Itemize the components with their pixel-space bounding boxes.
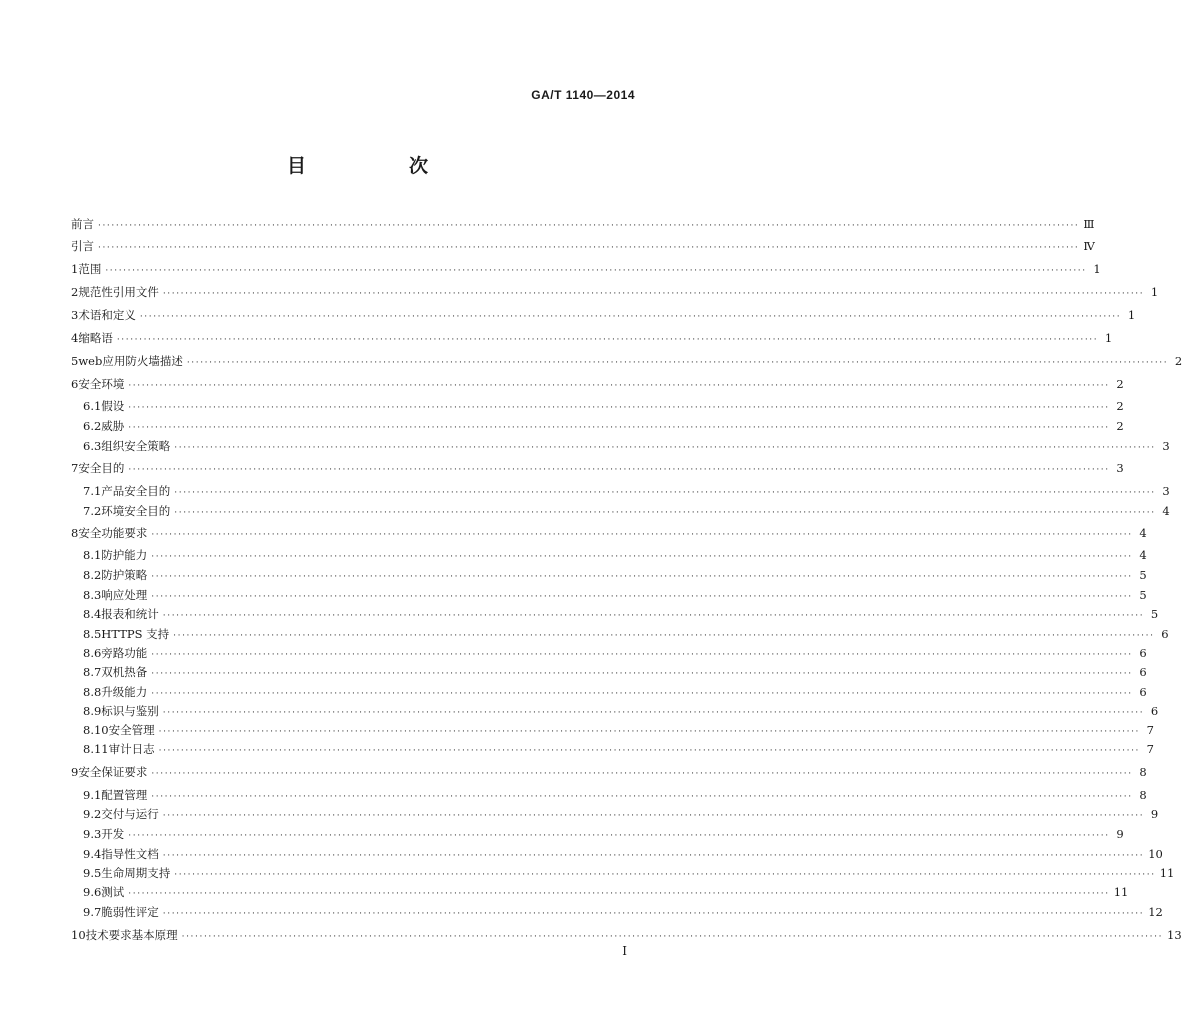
- toc-entry[interactable]: [83, 546, 1147, 564]
- toc-entry-label: 脆弱性评定: [101, 905, 159, 919]
- toc-entry[interactable]: [83, 805, 1159, 823]
- toc-entry[interactable]: [83, 644, 1147, 662]
- toc-entry-number: 3: [71, 308, 79, 322]
- toc-entry[interactable]: [83, 663, 1147, 681]
- toc-leader-dots: ····························································································································································································································: [162, 611, 1145, 621]
- toc-entry[interactable]: [83, 683, 1147, 701]
- toc-entry-page: 5: [1139, 568, 1147, 582]
- toc-entry[interactable]: [83, 740, 1154, 758]
- toc-entry-page: 11: [1113, 885, 1129, 899]
- toc-entry-number: 7: [71, 461, 79, 475]
- toc-entry-number: 8.1: [83, 548, 102, 562]
- toc-entry[interactable]: [83, 417, 1124, 435]
- toc-entry[interactable]: [71, 352, 1182, 370]
- toc-entry-label: 安全管理: [108, 723, 155, 737]
- toc-entry-number: 4: [71, 331, 79, 345]
- toc-entry-page: 4: [1162, 504, 1170, 518]
- toc-entry-number: 6.3: [83, 439, 102, 453]
- toc-entry-number: 6.1: [83, 399, 102, 413]
- toc-entry-label: 配置管理: [101, 788, 148, 802]
- toc-entry-number: 8.8: [83, 685, 102, 699]
- toc-entry-number: 6.2: [83, 419, 102, 433]
- toc-leader-dots: ····························································································································································································································: [158, 727, 1140, 737]
- toc-entry-page: 12: [1148, 905, 1163, 919]
- page-number: I: [622, 944, 627, 958]
- toc-entry[interactable]: [83, 721, 1154, 739]
- toc-entry[interactable]: [83, 437, 1170, 455]
- toc-leader-dots: ····························································································································································································································: [151, 552, 1133, 562]
- toc-entry-page: 4: [1139, 526, 1147, 540]
- toc-entry-number: 8.9: [83, 704, 102, 718]
- toc-leader-dots: ····························································································································································································································: [139, 312, 1122, 322]
- toc-leader-dots: ····························································································································································································································: [151, 689, 1133, 699]
- toc-entry-page: Ⅲ: [1083, 217, 1095, 231]
- toc-entry-number: 9: [71, 765, 79, 779]
- toc-leader-dots: ····························································································································································································································: [116, 335, 1099, 345]
- toc-leader-dots: ····························································································································································································································: [174, 488, 1156, 498]
- toc-entry[interactable]: [71, 283, 1159, 301]
- toc-entry-number: 7.1: [83, 484, 102, 498]
- toc-entry[interactable]: [83, 397, 1124, 415]
- toc-entry-number: 9.4: [83, 847, 102, 861]
- toc-leader-dots: ····························································································································································································································: [151, 530, 1133, 540]
- toc-entry-page: 1: [1127, 308, 1136, 322]
- toc-entry-page: 2: [1174, 354, 1182, 368]
- toc-entry-page: 3: [1162, 484, 1170, 498]
- toc-entry-label: 安全功能要求: [78, 526, 148, 540]
- toc-entry-label: 防护能力: [101, 548, 148, 562]
- toc-entry[interactable]: [71, 215, 1095, 233]
- toc-leader-dots: ····························································································································································································································: [181, 932, 1164, 942]
- toc-entry-label: HTTPS 支持: [101, 627, 170, 641]
- toc-entry-number: 8.6: [83, 646, 102, 660]
- toc-leader-dots: ····························································································································································································································: [162, 851, 1145, 861]
- toc-entry-number: 10: [71, 928, 86, 942]
- toc-entry-number: 9.2: [83, 807, 102, 821]
- toc-leader-dots: ····························································································································································································································: [151, 572, 1133, 582]
- toc-leader-dots: ····························································································································································································································: [98, 243, 1080, 253]
- toc-entry-label: 标识与鉴别: [101, 704, 159, 718]
- toc-entry-label: 双机热备: [101, 665, 148, 679]
- toc-leader-dots: ····························································································································································································································: [162, 289, 1145, 299]
- toc-entry-number: 9.7: [83, 905, 102, 919]
- toc-entry-page: 3: [1162, 439, 1170, 453]
- toc-entry-number: 8.3: [83, 588, 102, 602]
- toc-entry-label: 前言: [71, 217, 94, 231]
- toc-entry-page: 6: [1150, 704, 1159, 718]
- toc-entry-label: 指导性文档: [101, 847, 159, 861]
- toc-entry[interactable]: [83, 845, 1163, 863]
- toc-entry[interactable]: [71, 459, 1124, 477]
- toc-leader-dots: ····························································································································································································································: [151, 769, 1133, 779]
- toc-leader-dots: ····························································································································································································································: [98, 221, 1080, 231]
- toc-entry-label: 审计日志: [108, 742, 155, 756]
- toc-entry-page: 3: [1116, 461, 1124, 475]
- toc-entry-number: 9.1: [83, 788, 102, 802]
- toc-entry-number: 9.6: [83, 885, 102, 899]
- toc-entry-label: 环境安全目的: [101, 504, 171, 518]
- toc-entry-number: 5: [71, 354, 79, 368]
- toc-entry-page: 6: [1139, 685, 1147, 699]
- toc-entry-page: 7: [1146, 742, 1154, 756]
- toc-entry-page: 10: [1148, 847, 1163, 861]
- toc-entry-label: 防护策略: [101, 568, 148, 582]
- toc-leader-dots: ····························································································································································································································: [128, 381, 1110, 391]
- toc-entry-number: 8.10: [83, 723, 109, 737]
- toc-leader-dots: ····························································································································································································································: [186, 358, 1169, 368]
- toc-leader-dots: ····························································································································································································································: [162, 909, 1145, 919]
- toc-leader-dots: ····························································································································································································································: [128, 423, 1110, 433]
- toc-entry-number: 7.2: [83, 504, 102, 518]
- toc-entry-page: 4: [1139, 548, 1147, 562]
- toc-entry-label: 生命周期支持: [101, 866, 171, 880]
- toc-leader-dots: ····························································································································································································································: [174, 508, 1156, 518]
- toc-entry-number: 8.2: [83, 568, 102, 582]
- toc-entry-page: 9: [1116, 827, 1124, 841]
- toc-entry-label: 技术要求基本原理: [85, 928, 178, 942]
- toc-entry[interactable]: [71, 926, 1182, 944]
- toc-leader-dots: ····························································································································································································································: [151, 669, 1133, 679]
- toc-entry[interactable]: [83, 864, 1175, 882]
- toc-entry-page: 6: [1161, 627, 1169, 641]
- toc-entry-label: 报表和统计: [101, 607, 159, 621]
- toc-entry-label: 规范性引用文件: [78, 285, 159, 299]
- toc-leader-dots: ····························································································································································································································: [173, 631, 1155, 641]
- toc-entry[interactable]: [71, 237, 1095, 255]
- toc-leader-dots: ····························································································································································································································: [151, 650, 1133, 660]
- toc-leader-dots: ····························································································································································································································: [128, 831, 1110, 841]
- toc-entry-label: 响应处理: [101, 588, 148, 602]
- toc-entry-number: 2: [71, 285, 79, 299]
- toc-entry-label: 安全环境: [78, 377, 125, 391]
- toc-entry[interactable]: [71, 763, 1147, 781]
- toc-entry[interactable]: [71, 260, 1101, 278]
- toc-entry-number: 1: [71, 262, 79, 276]
- toc-entry[interactable]: [83, 883, 1129, 901]
- page-title: 目 次: [286, 155, 470, 177]
- toc-entry-page: 2: [1116, 419, 1124, 433]
- toc-entry[interactable]: [83, 702, 1159, 720]
- toc-entry-number: 6: [71, 377, 79, 391]
- toc-entry[interactable]: [83, 825, 1124, 843]
- toc-entry-label: 开发: [101, 827, 125, 841]
- toc-entry[interactable]: [83, 605, 1159, 623]
- toc-entry-page: 7: [1146, 723, 1154, 737]
- standard-code: GA/T 1140—2014: [531, 88, 635, 102]
- toc-entry-label: 威胁: [101, 419, 125, 433]
- toc-entry-page: 5: [1150, 607, 1159, 621]
- toc-entry-number: 8: [71, 526, 79, 540]
- toc-entry-label: 安全保证要求: [78, 765, 148, 779]
- toc-leader-dots: ····························································································································································································································: [158, 746, 1140, 756]
- toc-entry-page: 6: [1139, 646, 1147, 660]
- toc-entry-label: 组织安全策略: [101, 439, 171, 453]
- toc-entry-label: web应用防火墙描述: [78, 354, 183, 368]
- toc-entry-label: 缩略语: [78, 331, 113, 345]
- toc-entry-label: 测试: [101, 885, 125, 899]
- toc-entry-page: 2: [1116, 399, 1124, 413]
- toc-entry[interactable]: [71, 306, 1136, 324]
- toc-entry-page: 11: [1159, 866, 1175, 880]
- toc-entry-page: 6: [1139, 665, 1147, 679]
- toc-leader-dots: ····························································································································································································································: [162, 708, 1145, 718]
- toc-entry-number: 8.5: [83, 627, 102, 641]
- toc-entry-number: 8.7: [83, 665, 102, 679]
- toc-leader-dots: ····························································································································································································································: [174, 870, 1156, 880]
- toc-entry-number: 9.5: [83, 866, 102, 880]
- toc-entry-number: 9.3: [83, 827, 102, 841]
- toc-entry-label: 术语和定义: [78, 308, 136, 322]
- toc-entry-number: 8.4: [83, 607, 102, 621]
- toc-entry[interactable]: [83, 786, 1147, 804]
- toc-entry-label: 产品安全目的: [101, 484, 171, 498]
- toc-entry-number: 8.11: [83, 742, 109, 756]
- toc-leader-dots: ····························································································································································································································: [151, 792, 1133, 802]
- toc-entry-label: 安全目的: [78, 461, 125, 475]
- toc-leader-dots: ····························································································································································································································: [128, 465, 1110, 475]
- toc-entry-page: 13: [1167, 928, 1182, 942]
- toc-entry[interactable]: [71, 329, 1113, 347]
- toc-leader-dots: ····························································································································································································································: [128, 403, 1110, 413]
- toc-entry-page: 5: [1139, 588, 1147, 602]
- toc-entry[interactable]: [71, 375, 1124, 393]
- toc-entry[interactable]: [83, 502, 1170, 520]
- toc-entry[interactable]: [83, 586, 1147, 604]
- toc-entry-page: 1: [1093, 262, 1101, 276]
- toc-leader-dots: ····························································································································································································································: [105, 266, 1087, 276]
- toc-entry-label: 升级能力: [101, 685, 148, 699]
- toc-entry-page: 2: [1116, 377, 1124, 391]
- toc-leader-dots: ····························································································································································································································: [128, 889, 1110, 899]
- toc-entry-label: 交付与运行: [101, 807, 159, 821]
- toc-entry-label: 引言: [71, 239, 94, 253]
- toc-entry-page: 9: [1150, 807, 1159, 821]
- toc-entry-label: 假设: [101, 399, 125, 413]
- toc-entry-label: 旁路功能: [101, 646, 148, 660]
- toc-leader-dots: ····························································································································································································································: [174, 443, 1156, 453]
- toc-entry-page: 8: [1139, 788, 1147, 802]
- toc-entry-page: 8: [1139, 765, 1147, 779]
- toc-entry-page: 1: [1150, 285, 1159, 299]
- toc-entry[interactable]: [71, 524, 1147, 542]
- toc-entry[interactable]: [83, 482, 1170, 500]
- toc-entry-label: 范围: [78, 262, 102, 276]
- toc-leader-dots: ····························································································································································································································: [162, 811, 1145, 821]
- toc-entry[interactable]: [83, 566, 1147, 584]
- toc-entry[interactable]: [83, 903, 1163, 921]
- toc-entry-page: 1: [1104, 331, 1113, 345]
- toc-entry-page: Ⅳ: [1083, 239, 1095, 253]
- toc-entry[interactable]: [83, 625, 1169, 643]
- toc-leader-dots: ····························································································································································································································: [151, 592, 1133, 602]
